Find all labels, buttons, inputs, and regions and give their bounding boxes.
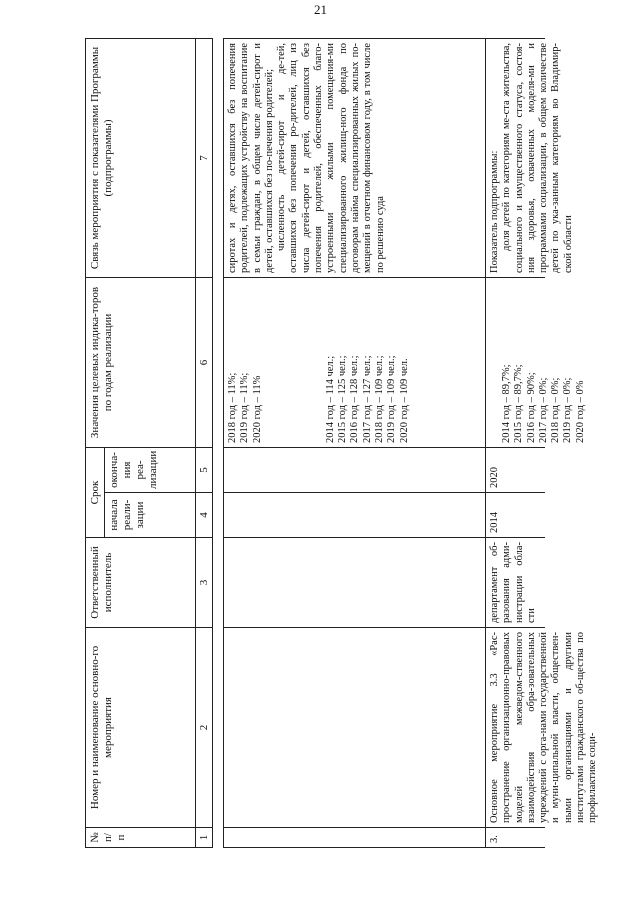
row1-end [223,448,485,493]
link-title: Показатель подпрограммы: [489,150,500,273]
row2-indicators [485,278,586,448]
header-indicators: Значения целевых индика-торов по годам реализации [85,278,195,448]
header-end: оконча-ния реа-лизации [105,448,195,493]
column-number-6: 6 [195,278,213,448]
indicator-line: 2017 год – 127 чел.; [361,355,373,443]
indicator-line: 2020 год – 0% [574,380,586,443]
indicator-line: 2019 год – 0%; [562,377,574,443]
header-term: Срок [85,448,105,538]
indicator-line: 2016 год – 90%; [525,372,537,443]
link-body: доля детей по категориям ме-ста жительства, социального и имущественного статуса, состоя-ния здоровья, охваченных моделя-ми и программами социализации, в общем количестве детей по ука-занным категориям во Владимир-ской области [501,43,574,273]
indicator-line: 2014 год – 89,7%; [501,364,512,443]
header-executor: Ответственный исполнитель [85,538,195,628]
row2-executor: департамент об-разования адми-нистрации обла-сти [485,538,545,628]
rotated-table [85,0,599,848]
indicator-line: 2019 год – 109 чел.; [386,355,398,443]
indicator-line: 2014 год – 114 чел.; [324,355,336,443]
indicator-line: 2015 год – 89,7%; [513,364,525,443]
row1-indicators [223,278,485,448]
row1-executor [223,538,485,628]
row2-link [485,38,574,278]
indicator-line: 2018 год – 109 чел.; [374,355,386,443]
indicator-line: 2018 год – 11%; [227,372,238,443]
header-activity: Номер и наименование основно-го мероприятия [85,628,195,828]
column-number-2: 2 [195,628,213,828]
indicator-line: 2016 год – 128 чел.; [349,355,361,443]
column-number-7: 7 [195,38,213,278]
page-number: 21 [314,2,327,17]
indicator-line: 2020 год – 11% [251,375,263,443]
indicator-line: 2015 год – 125 чел.; [337,355,349,443]
indicator-line: 2020 год – 109 чел. [398,358,410,443]
column-number-3: 3 [195,538,213,628]
link-text-a: сиротах и детях, оставшихся без попечения родителей, подлежащих устройству на воспитание в семьи граждан, в общем числе детей-сирот и детей, оставшихся без по-печения родителей; [227,43,275,273]
column-number-5: 5 [195,448,213,493]
indicator-line: 2019 год – 11%; [239,372,251,443]
row2-start: 2014 [485,493,545,538]
row2-number: 3. [485,828,545,848]
row1-link [223,38,485,278]
row2-activity: Основное мероприятие 3.3 «Рас-пространение организационно-правовых моделей межведом-ственного взаимодействия обра-зовательных учреждений с орга-нами государственной и муни-ципальной власти, обществен-ными организациями и другими институтами гражданского об-щества по профилактике соци- [485,628,545,828]
header-link: Связь мероприятия с показателями Программы (подпрограммы) [85,38,195,278]
row1-number [223,828,485,848]
column-number-1: 1 [195,828,213,848]
indicator-line: 2017 год – 0%; [537,377,549,443]
column-number-4: 4 [195,493,213,538]
header-start: начала реали-зации [105,493,195,538]
link-text-b: численность детей-сирот и де-тей, оставшихся без попечения ро-дителей, лиц из числа детей-сирот и детей, оставшихся без попечения родителей, обеспеченных благо-устроенными жилыми помещения-ми специализированного жилищ-ного фонда по договорам найма специализированных жилых по-мещений в отчетном финансовом году, в том числе по решению суда [276,43,386,273]
header-number: № п/п [85,828,195,848]
indicator-line: 2018 год – 0%; [550,377,562,443]
row1-start [223,493,485,538]
row1-activity [223,628,485,828]
row2-end: 2020 [485,448,545,493]
